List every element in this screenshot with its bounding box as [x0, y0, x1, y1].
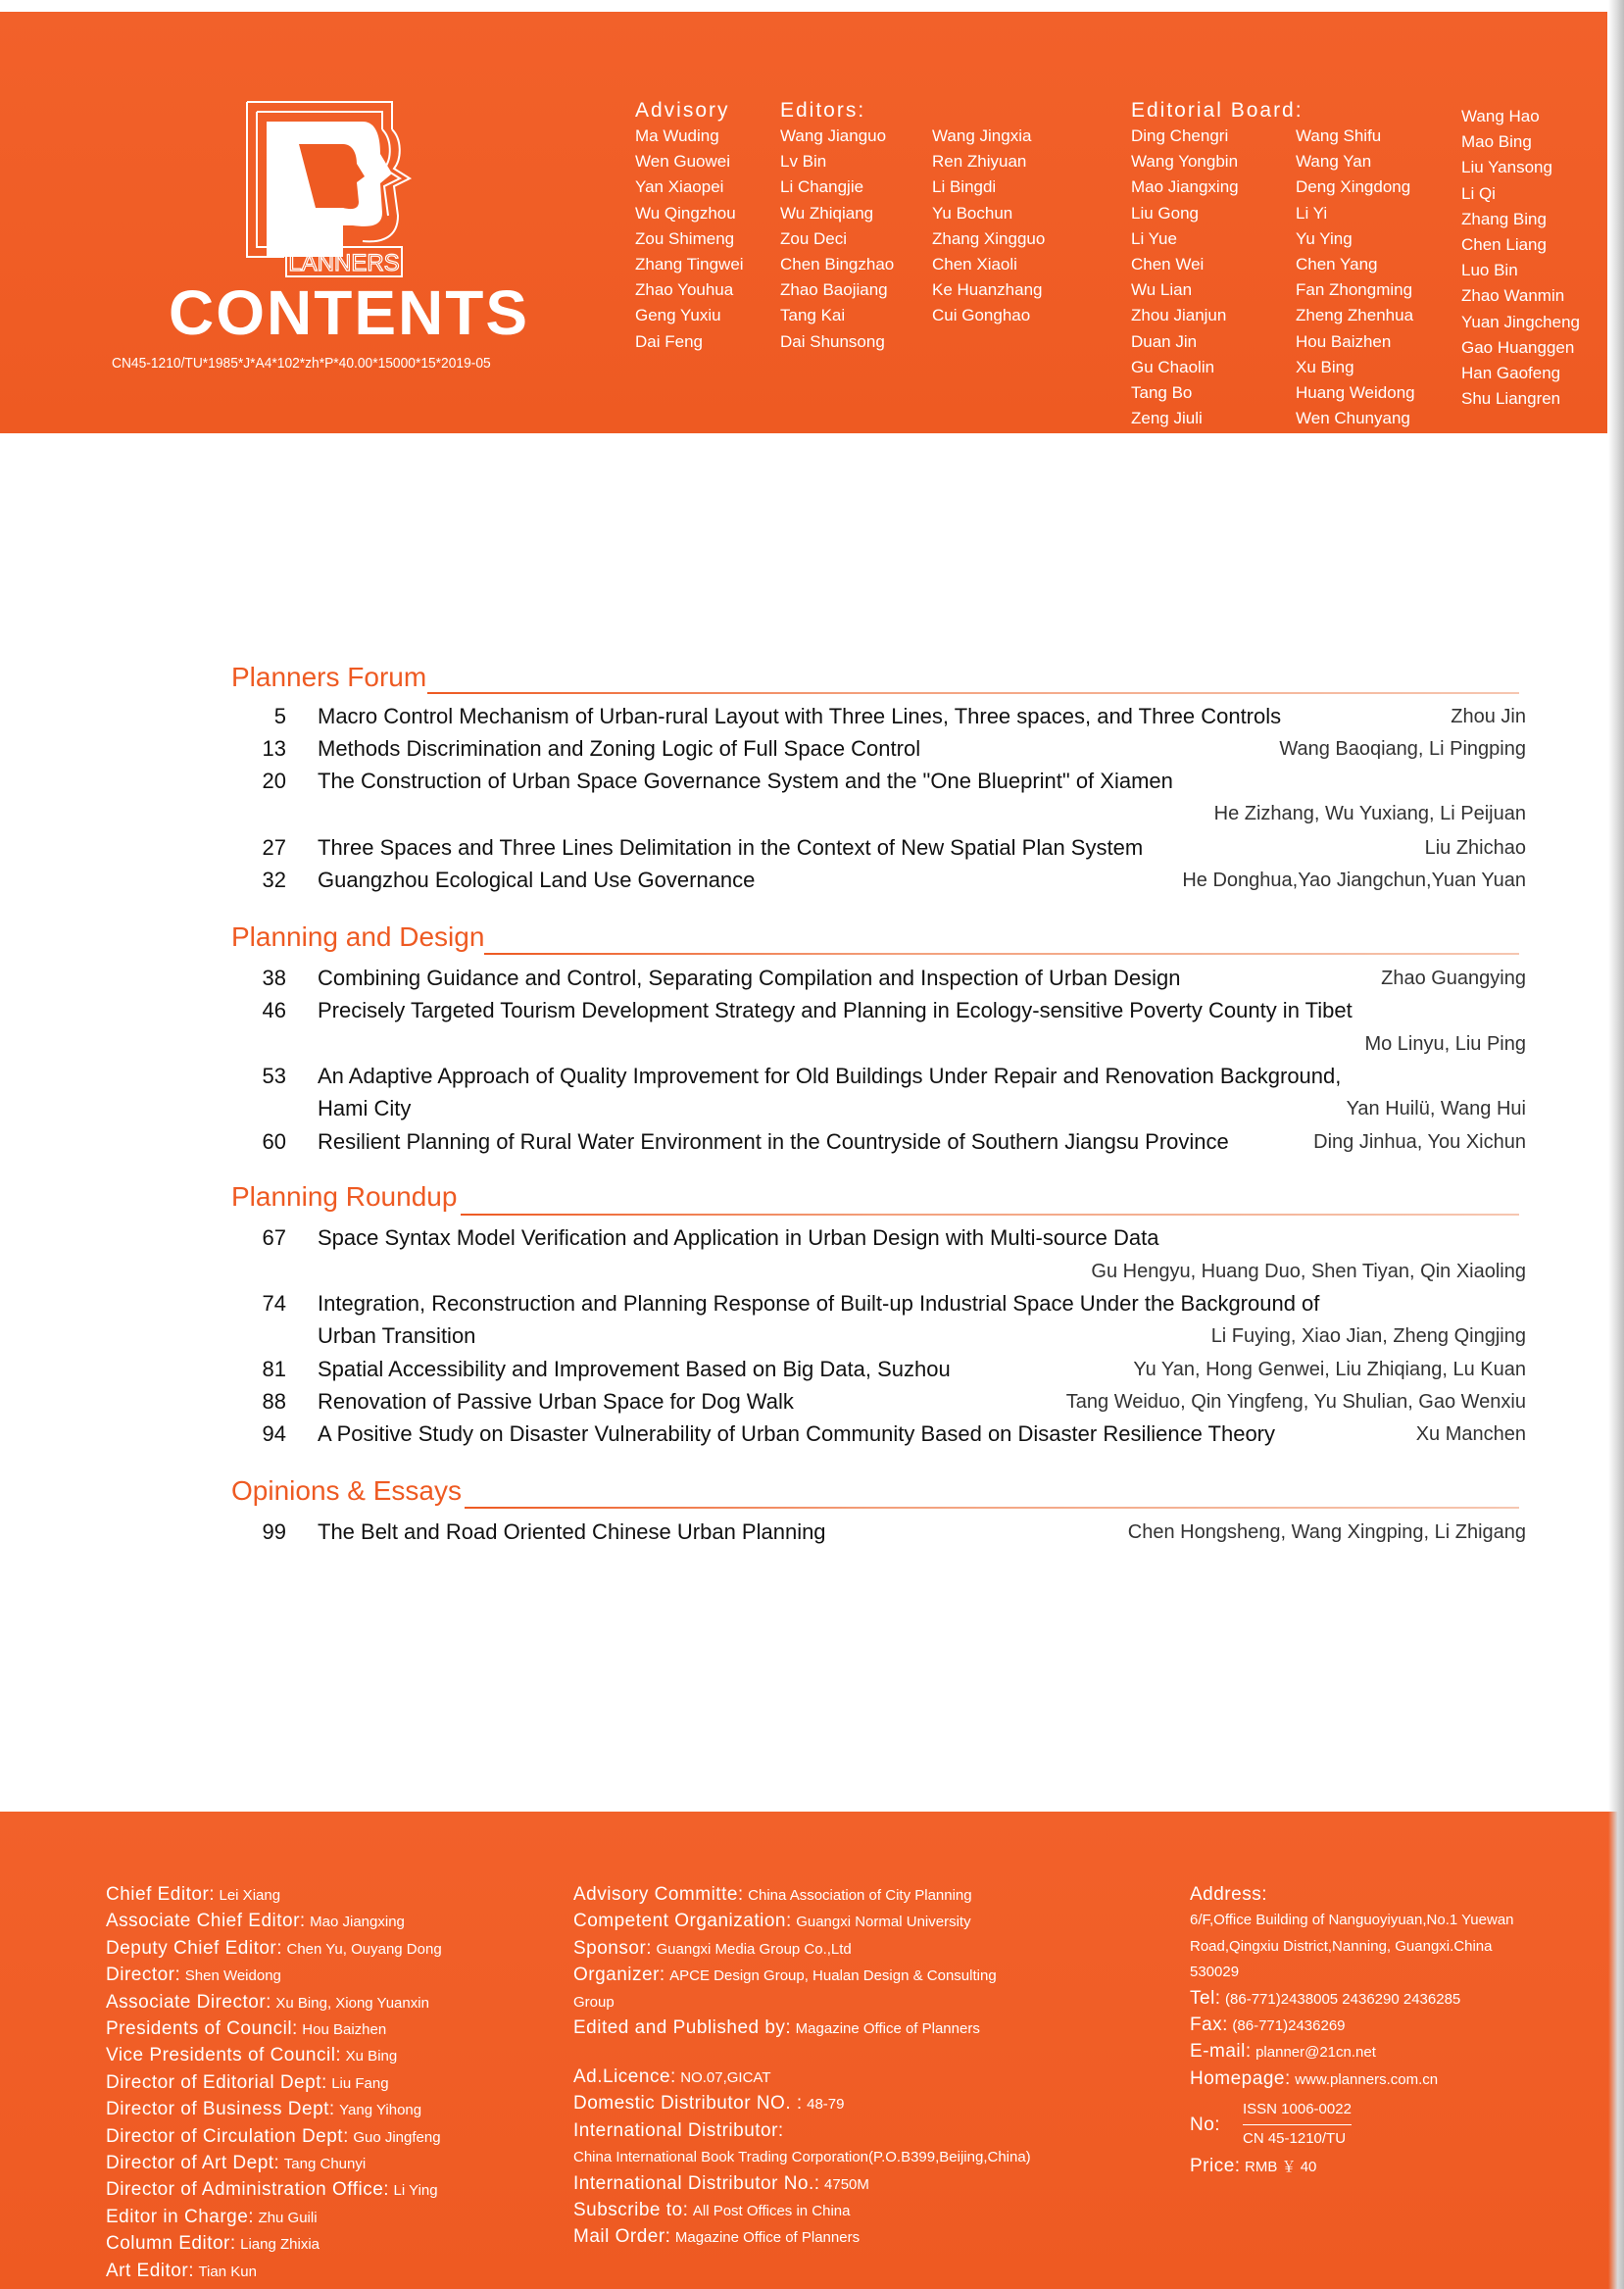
name-item: Zhang Bing — [1461, 209, 1547, 228]
name-item: Zhao Wanmin — [1461, 286, 1565, 306]
page-number: 20 — [262, 769, 286, 793]
footer-value: NO.07,GICAT — [680, 2069, 771, 2086]
footer-label: Director of Business Dept: — [106, 2099, 335, 2120]
footer-label: Editor in Charge: — [106, 2206, 255, 2227]
name-item: Wang Jingxia — [932, 126, 1032, 145]
name-item: Ke Huanzhang — [932, 280, 1043, 300]
toc-entry[interactable] — [231, 966, 1525, 995]
footer-label: Organizer: — [573, 1965, 665, 1986]
article-title: Combining Guidance and Control, Separating Compilation and Inspection of Urban Design — [318, 966, 1181, 990]
email-label: E-mail: — [1190, 2041, 1252, 2063]
name-item: Gu Chaolin — [1131, 357, 1215, 376]
article-authors: He Donghua,Yao Jiangchun,Yuan Yuan — [1182, 870, 1526, 891]
article-title: The Belt and Road Oriented Chinese Urban Planning — [318, 1519, 826, 1544]
footer-line — [106, 2205, 442, 2231]
name-item: Li Yi — [1296, 203, 1328, 223]
name-item: Han Gaofeng — [1461, 364, 1561, 383]
name-item: Ma Wuding — [635, 126, 719, 145]
name-item: Zhang Xingguo — [932, 228, 1046, 248]
footer-value: Yang Yihong — [339, 2102, 422, 2119]
toc-entry[interactable] — [231, 1064, 1525, 1093]
footer-value: Guangxi Media Group Co.,Ltd — [656, 1940, 852, 1958]
footer-line — [106, 2151, 442, 2177]
fax-label: Fax: — [1190, 2015, 1228, 2036]
footer-label: Advisory Committe: — [573, 1884, 744, 1905]
article-authors: Li Fuying, Xiao Jian, Zheng Qingjing — [1210, 1325, 1526, 1347]
footer-value: Group — [573, 1993, 615, 2011]
footer-value: Mao Jiangxing — [310, 1914, 405, 1931]
footer-line — [573, 2198, 1031, 2224]
name-item: Wang Hao — [1461, 107, 1540, 125]
footer-value: Chen Yu, Ouyang Dong — [286, 1940, 442, 1958]
article-title: Precisely Targeted Tourism Development Strategy and Planning in Ecology-sensitive Poverty County in Tibet — [318, 998, 1353, 1022]
toc-entry[interactable] — [231, 769, 1525, 798]
footer-label: Vice Presidents of Council: — [106, 2045, 342, 2066]
article-authors: Yan Huilü, Wang Hui — [1346, 1098, 1526, 1120]
name-item: Gao Huanggen — [1461, 337, 1575, 357]
page-number: 94 — [262, 1421, 286, 1446]
section-title: Planners Forum — [231, 662, 427, 692]
footer-label: Director: — [106, 1965, 181, 1986]
page-number: 99 — [262, 1519, 286, 1544]
article-title-continued: Urban Transition — [318, 1323, 476, 1348]
footer-line — [106, 1990, 442, 2016]
name-item: Yu Bochun — [932, 203, 1013, 223]
footer-label: Domestic Distributor NO. : — [573, 2093, 803, 2115]
footer-value: Li Ying — [393, 2182, 438, 2200]
name-item: Li Qi — [1461, 183, 1496, 203]
article-title: An Adaptive Approach of Quality Improvement for Old Buildings Under Repair and Renovation Background, — [318, 1064, 1342, 1088]
name-item: Liu Gong — [1131, 203, 1199, 223]
footer-line — [573, 2145, 1031, 2170]
article-authors: Mo Linyu, Liu Ping — [1364, 1033, 1526, 1055]
name-item: Zhao Youhua — [635, 280, 734, 300]
name-item: Mao Bing — [1461, 132, 1532, 152]
issn-code-line: CN45-1210/TU*1985*J*A4*102*zh*P*40.00*15000*15*2019-05 — [112, 355, 491, 372]
page-number: 74 — [262, 1291, 286, 1316]
name-item: Zou Deci — [780, 228, 848, 248]
address-line: Road,Qingxiu District,Nanning, Guangxi.China — [1190, 1937, 1493, 1955]
name-item: Wen Chunyang — [1296, 409, 1410, 428]
name-item: Li Yue — [1131, 228, 1177, 248]
name-item: Yu Ying — [1296, 228, 1353, 248]
footer-line — [573, 2091, 1031, 2117]
board-list-1 — [1131, 124, 1304, 458]
article-authors: Xu Manchen — [1415, 1423, 1526, 1445]
name-item: Lv Bin — [780, 152, 827, 172]
name-item: Zheng Zhenhua — [1296, 306, 1414, 325]
article-authors: Zhao Guangying — [1381, 968, 1526, 989]
footer-value: Liu Fang — [331, 2074, 389, 2092]
footer-line — [573, 1909, 997, 1935]
name-item: Wen Guowei — [635, 152, 731, 172]
page-number: 81 — [262, 1357, 286, 1381]
footer-label: Ad.Licence: — [573, 2066, 676, 2087]
article-title-continued: Hami City — [318, 1096, 412, 1120]
editors-column-1 — [780, 98, 894, 355]
name-item: Ren Zhiyuan — [932, 152, 1027, 172]
name-item: Zhang Tingwei — [635, 255, 744, 274]
section-title: Planning and Design — [231, 921, 485, 952]
footer-value: Guo Jingfeng — [353, 2128, 441, 2146]
footer-line — [573, 2118, 1031, 2145]
article-authors: Tang Weiduo, Qin Yingfeng, Yu Shulian, Gao Wenxiu — [1065, 1391, 1526, 1413]
footer-line — [106, 2177, 442, 2204]
footer-label: Edited and Published by: — [573, 2017, 792, 2039]
footer-value: Magazine Office of Planners — [795, 2020, 980, 2038]
name-item: Wu Lian — [1131, 280, 1193, 300]
name-item: Wang Yan — [1296, 152, 1372, 172]
board-column-2 — [1296, 98, 1415, 431]
footer-label: Director of Administration Office: — [106, 2179, 390, 2201]
name-item: Li Changjie — [780, 177, 864, 197]
name-item: Hou Baizhen — [1296, 331, 1392, 351]
name-item: Tang Bo — [1131, 383, 1193, 403]
footer-line — [573, 1990, 997, 2015]
page-number: 13 — [262, 736, 286, 761]
footer-label: Mail Order: — [573, 2226, 671, 2248]
name-item: Chen Wei — [1131, 255, 1205, 274]
toc-entry[interactable] — [231, 1291, 1525, 1320]
article-title: Integration, Reconstruction and Planning Response of Built-up Industrial Space Under the Background of — [318, 1291, 1320, 1316]
footer-label: Sponsor: — [573, 1937, 653, 1959]
name-item: Deng Xingdong — [1296, 177, 1411, 197]
page-number: 46 — [262, 998, 286, 1022]
section-rule — [427, 692, 1519, 694]
footer-label: Associate Chief Editor: — [106, 1911, 306, 1932]
footer-line — [106, 1963, 442, 1989]
article-title: Spatial Accessibility and Improvement Based on Big Data, Suzhou — [318, 1357, 951, 1381]
article-title: The Construction of Urban Space Governance System and the "One Blueprint" of Xiamen — [318, 769, 1173, 793]
article-title: Methods Discrimination and Zoning Logic of Full Space Control — [318, 736, 921, 761]
name-item: Wang Yongbin — [1131, 152, 1239, 172]
name-item: Xu Bing — [1296, 357, 1354, 376]
footer-value: China International Book Trading Corporation(P.O.B399,Beijing,China) — [573, 2149, 1031, 2166]
name-item: Lei Xiang — [1131, 434, 1201, 454]
name-item: Chen Yang — [1296, 255, 1378, 274]
footer-line — [573, 2171, 1031, 2198]
article-title: Renovation of Passive Urban Space for Dog Walk — [318, 1389, 794, 1414]
name-item: Yan Xiaopei — [635, 177, 724, 197]
article-title: A Positive Study on Disaster Vulnerability of Urban Community Based on Disaster Resilience Theory — [318, 1421, 1276, 1446]
logo-wordmark: LANNERS — [288, 250, 400, 276]
footer-value: Xu Bing — [345, 2048, 398, 2065]
article-authors: Ding Jinhua, You Xichun — [1313, 1131, 1526, 1153]
no-label: No: — [1190, 2115, 1221, 2136]
footer-label: Director of Circulation Dept: — [106, 2125, 349, 2147]
name-item: Dai Shunsong — [780, 331, 885, 351]
page-number: 5 — [273, 704, 286, 728]
name-item: Wu Zhiqiang — [780, 203, 874, 223]
footer-label: Subscribe to: — [573, 2200, 689, 2221]
article-title: Macro Control Mechanism of Urban-rural Layout with Three Lines, Three spaces, and Three Controls — [318, 704, 1282, 728]
toc-entry[interactable] — [231, 998, 1525, 1027]
footer-value: Shen Weidong — [184, 1967, 281, 1985]
name-item: Tang Kai — [780, 306, 846, 325]
editors-list-2 — [932, 124, 1045, 329]
name-item: Shu Liangren — [1461, 389, 1561, 409]
page-edge-shadow — [1608, 0, 1624, 2289]
footer-label: Associate Director: — [106, 1991, 271, 2013]
address-line: 6/F,Office Building of Nanguoyiyuan,No.1 Yuewan — [1190, 1912, 1514, 1929]
footer-line — [106, 1936, 442, 1963]
footer-line — [573, 1936, 997, 1963]
footer-value: Tian Kun — [198, 2263, 257, 2280]
address-line: 530029 — [1190, 1964, 1240, 1981]
footer-label: Deputy Chief Editor: — [106, 1937, 283, 1959]
name-item: Fan Zhongming — [1296, 280, 1413, 300]
toc-entry[interactable] — [231, 1421, 1525, 1451]
tel-label: Tel: — [1190, 1987, 1221, 2009]
name-item: Zhao Baojiang — [780, 280, 888, 300]
article-title: Guangzhou Ecological Land Use Governance — [318, 868, 756, 892]
page-number: 88 — [262, 1389, 286, 1414]
issn-value: ISSN 1006-0022 — [1243, 2097, 1352, 2124]
footer-value: Magazine Office of Planners — [674, 2229, 861, 2247]
footer-value: China Association of City Planning — [748, 1887, 972, 1904]
toc-entry[interactable] — [231, 1225, 1525, 1255]
footer-value: Zhu Guili — [258, 2209, 318, 2226]
board-column-3 — [1461, 98, 1580, 412]
planners-logo — [245, 100, 421, 286]
name-item: Zhou Jianjun — [1131, 306, 1227, 325]
name-item: Yuan Jingcheng — [1461, 312, 1580, 331]
editors-column-2 — [932, 98, 1045, 329]
editors-heading: Editors: — [780, 99, 866, 122]
footer-line — [106, 2231, 442, 2258]
footer-line — [106, 2124, 442, 2151]
footer-value: Liang Zhixia — [240, 2236, 320, 2254]
footer-line — [106, 2043, 442, 2069]
article-authors: He Zizhang, Wu Yuxiang, Li Peijuan — [1213, 803, 1526, 824]
page-number: 32 — [262, 868, 286, 892]
footer-value: 48-79 — [807, 2096, 845, 2114]
price-value: RMB ￥ 40 — [1245, 2159, 1317, 2176]
masthead-staff — [106, 1882, 442, 2285]
article-title: Space Syntax Model Verification and Application in Urban Design with Multi-source Data — [318, 1225, 1159, 1250]
fax-value: (86-771)2436269 — [1232, 2017, 1346, 2035]
name-item: Wang Jianguo — [780, 126, 887, 145]
section-rule — [461, 1214, 1519, 1216]
footer-line — [106, 2259, 442, 2285]
name-item: Li Bingdi — [932, 177, 997, 197]
footer-value: Tang Chunyi — [283, 2156, 367, 2173]
name-item: Dai Feng — [635, 331, 703, 351]
name-item: Chen Xiaoli — [932, 255, 1017, 274]
name-item: Luo Bin — [1461, 261, 1518, 280]
footer-label: Art Editor: — [106, 2260, 194, 2281]
footer-line — [573, 1882, 997, 1909]
page-number: 38 — [262, 966, 286, 990]
footer-label: Presidents of Council: — [106, 2018, 298, 2040]
footer-line — [106, 1909, 442, 1935]
name-item: Wu Qingzhou — [635, 203, 736, 223]
address-label: Address: — [1190, 1884, 1267, 1905]
footer-label: Competent Organization: — [573, 1911, 792, 1932]
editors-list-1 — [780, 124, 894, 355]
section-title: Planning Roundup — [231, 1181, 458, 1212]
address-lines — [1190, 1908, 1514, 1985]
name-item: Geng Yuxiu — [635, 306, 721, 325]
name-item: Cui Gonghao — [932, 306, 1031, 325]
board-heading: Editorial Board: — [1131, 99, 1304, 122]
footer-line — [106, 2070, 442, 2097]
name-item: Zou Shimeng — [635, 228, 735, 248]
footer-label: International Distributor: — [573, 2119, 784, 2141]
name-item: Ding Chengri — [1131, 126, 1229, 145]
advisory-heading: Advisory — [635, 99, 730, 122]
footer-value: 4750M — [824, 2175, 869, 2193]
footer-line — [573, 2015, 997, 2042]
article-authors: Chen Hongsheng, Wang Xingping, Li Zhigang — [1127, 1521, 1526, 1543]
footer-value: APCE Design Group, Hualan Design & Consulting — [669, 1967, 997, 1985]
name-item: Zeng Jiuli — [1131, 409, 1203, 428]
board-column-1 — [1131, 98, 1304, 458]
footer-label: Column Editor: — [106, 2233, 236, 2255]
footer-value: All Post Offices in China — [692, 2203, 851, 2220]
name-item: Mao Jiangxing — [1131, 177, 1239, 197]
page-number: 27 — [262, 835, 286, 860]
name-item: Duan Jin — [1131, 331, 1198, 351]
cn-value: CN 45-1210/TU — [1243, 2130, 1347, 2148]
name-item: Chen Bingzhao — [780, 255, 895, 274]
advisory-column — [635, 98, 744, 355]
page-number: 67 — [262, 1225, 286, 1250]
section-rule — [484, 953, 1519, 955]
article-authors: Liu Zhichao — [1424, 837, 1526, 859]
name-item: Wang Shifu — [1296, 126, 1382, 145]
price-label: Price: — [1190, 2156, 1241, 2177]
footer-value: Lei Xiang — [219, 1887, 281, 1904]
footer-line — [573, 1963, 997, 1989]
board-list-2 — [1296, 124, 1415, 431]
footer-line — [573, 2224, 1031, 2251]
homepage-label: Homepage: — [1190, 2067, 1291, 2089]
contact-block — [1190, 1882, 1514, 2181]
distribution — [573, 2065, 1031, 2252]
email-value: planner@21cn.net — [1255, 2044, 1376, 2062]
article-authors: Gu Hengyu, Huang Duo, Shen Tiyan, Qin Xiaoling — [1091, 1261, 1526, 1282]
article-title: Three Spaces and Three Lines Delimitation in the Context of New Spatial Plan System — [318, 835, 1144, 860]
article-authors: Zhou Jin — [1451, 706, 1526, 727]
footer-value: Guangxi Normal University — [796, 1914, 971, 1931]
tel-value: (86-771)2438005 2436290 2436285 — [1225, 1990, 1461, 2008]
toc-entry[interactable] — [231, 704, 1525, 733]
footer-label: International Distributor No.: — [573, 2172, 820, 2194]
footer-label: Director of Art Dept: — [106, 2153, 280, 2174]
footer-value: Hou Baizhen — [302, 2021, 387, 2039]
advisory-list — [635, 124, 744, 355]
toc-entry[interactable] — [231, 835, 1525, 865]
name-item: Huang Weidong — [1296, 383, 1415, 403]
footer-line — [573, 2065, 1031, 2091]
article-authors: Yu Yan, Hong Genwei, Liu Zhiqiang, Lu Kuan — [1133, 1359, 1526, 1380]
footer-line — [106, 2016, 442, 2043]
footer-value: Xu Bing, Xiong Yuanxin — [275, 1994, 429, 2012]
footer-label: Director of Editorial Dept: — [106, 2071, 327, 2093]
contents-title: CONTENTS — [169, 277, 529, 348]
article-authors: Wang Baoqiang, Li Pingping — [1279, 738, 1526, 760]
footer-label: Chief Editor: — [106, 1884, 216, 1905]
footer-band — [0, 1812, 1624, 2289]
section-rule — [465, 1507, 1519, 1509]
article-title: Resilient Planning of Rural Water Environment in the Countryside of Southern Jiangsu Province — [318, 1129, 1229, 1154]
section-title: Opinions & Essays — [231, 1475, 462, 1506]
board-list-3 — [1461, 104, 1580, 412]
header-band — [0, 12, 1607, 454]
homepage-value: www.planners.com.cn — [1295, 2070, 1439, 2088]
name-item: Liu Yansong — [1461, 158, 1552, 177]
footer-line — [106, 1882, 442, 1909]
page-number: 60 — [262, 1129, 286, 1154]
organizations — [573, 1882, 997, 2042]
page-number: 53 — [262, 1064, 286, 1088]
footer-line — [106, 2097, 442, 2123]
name-item: Chen Liang — [1461, 235, 1547, 255]
